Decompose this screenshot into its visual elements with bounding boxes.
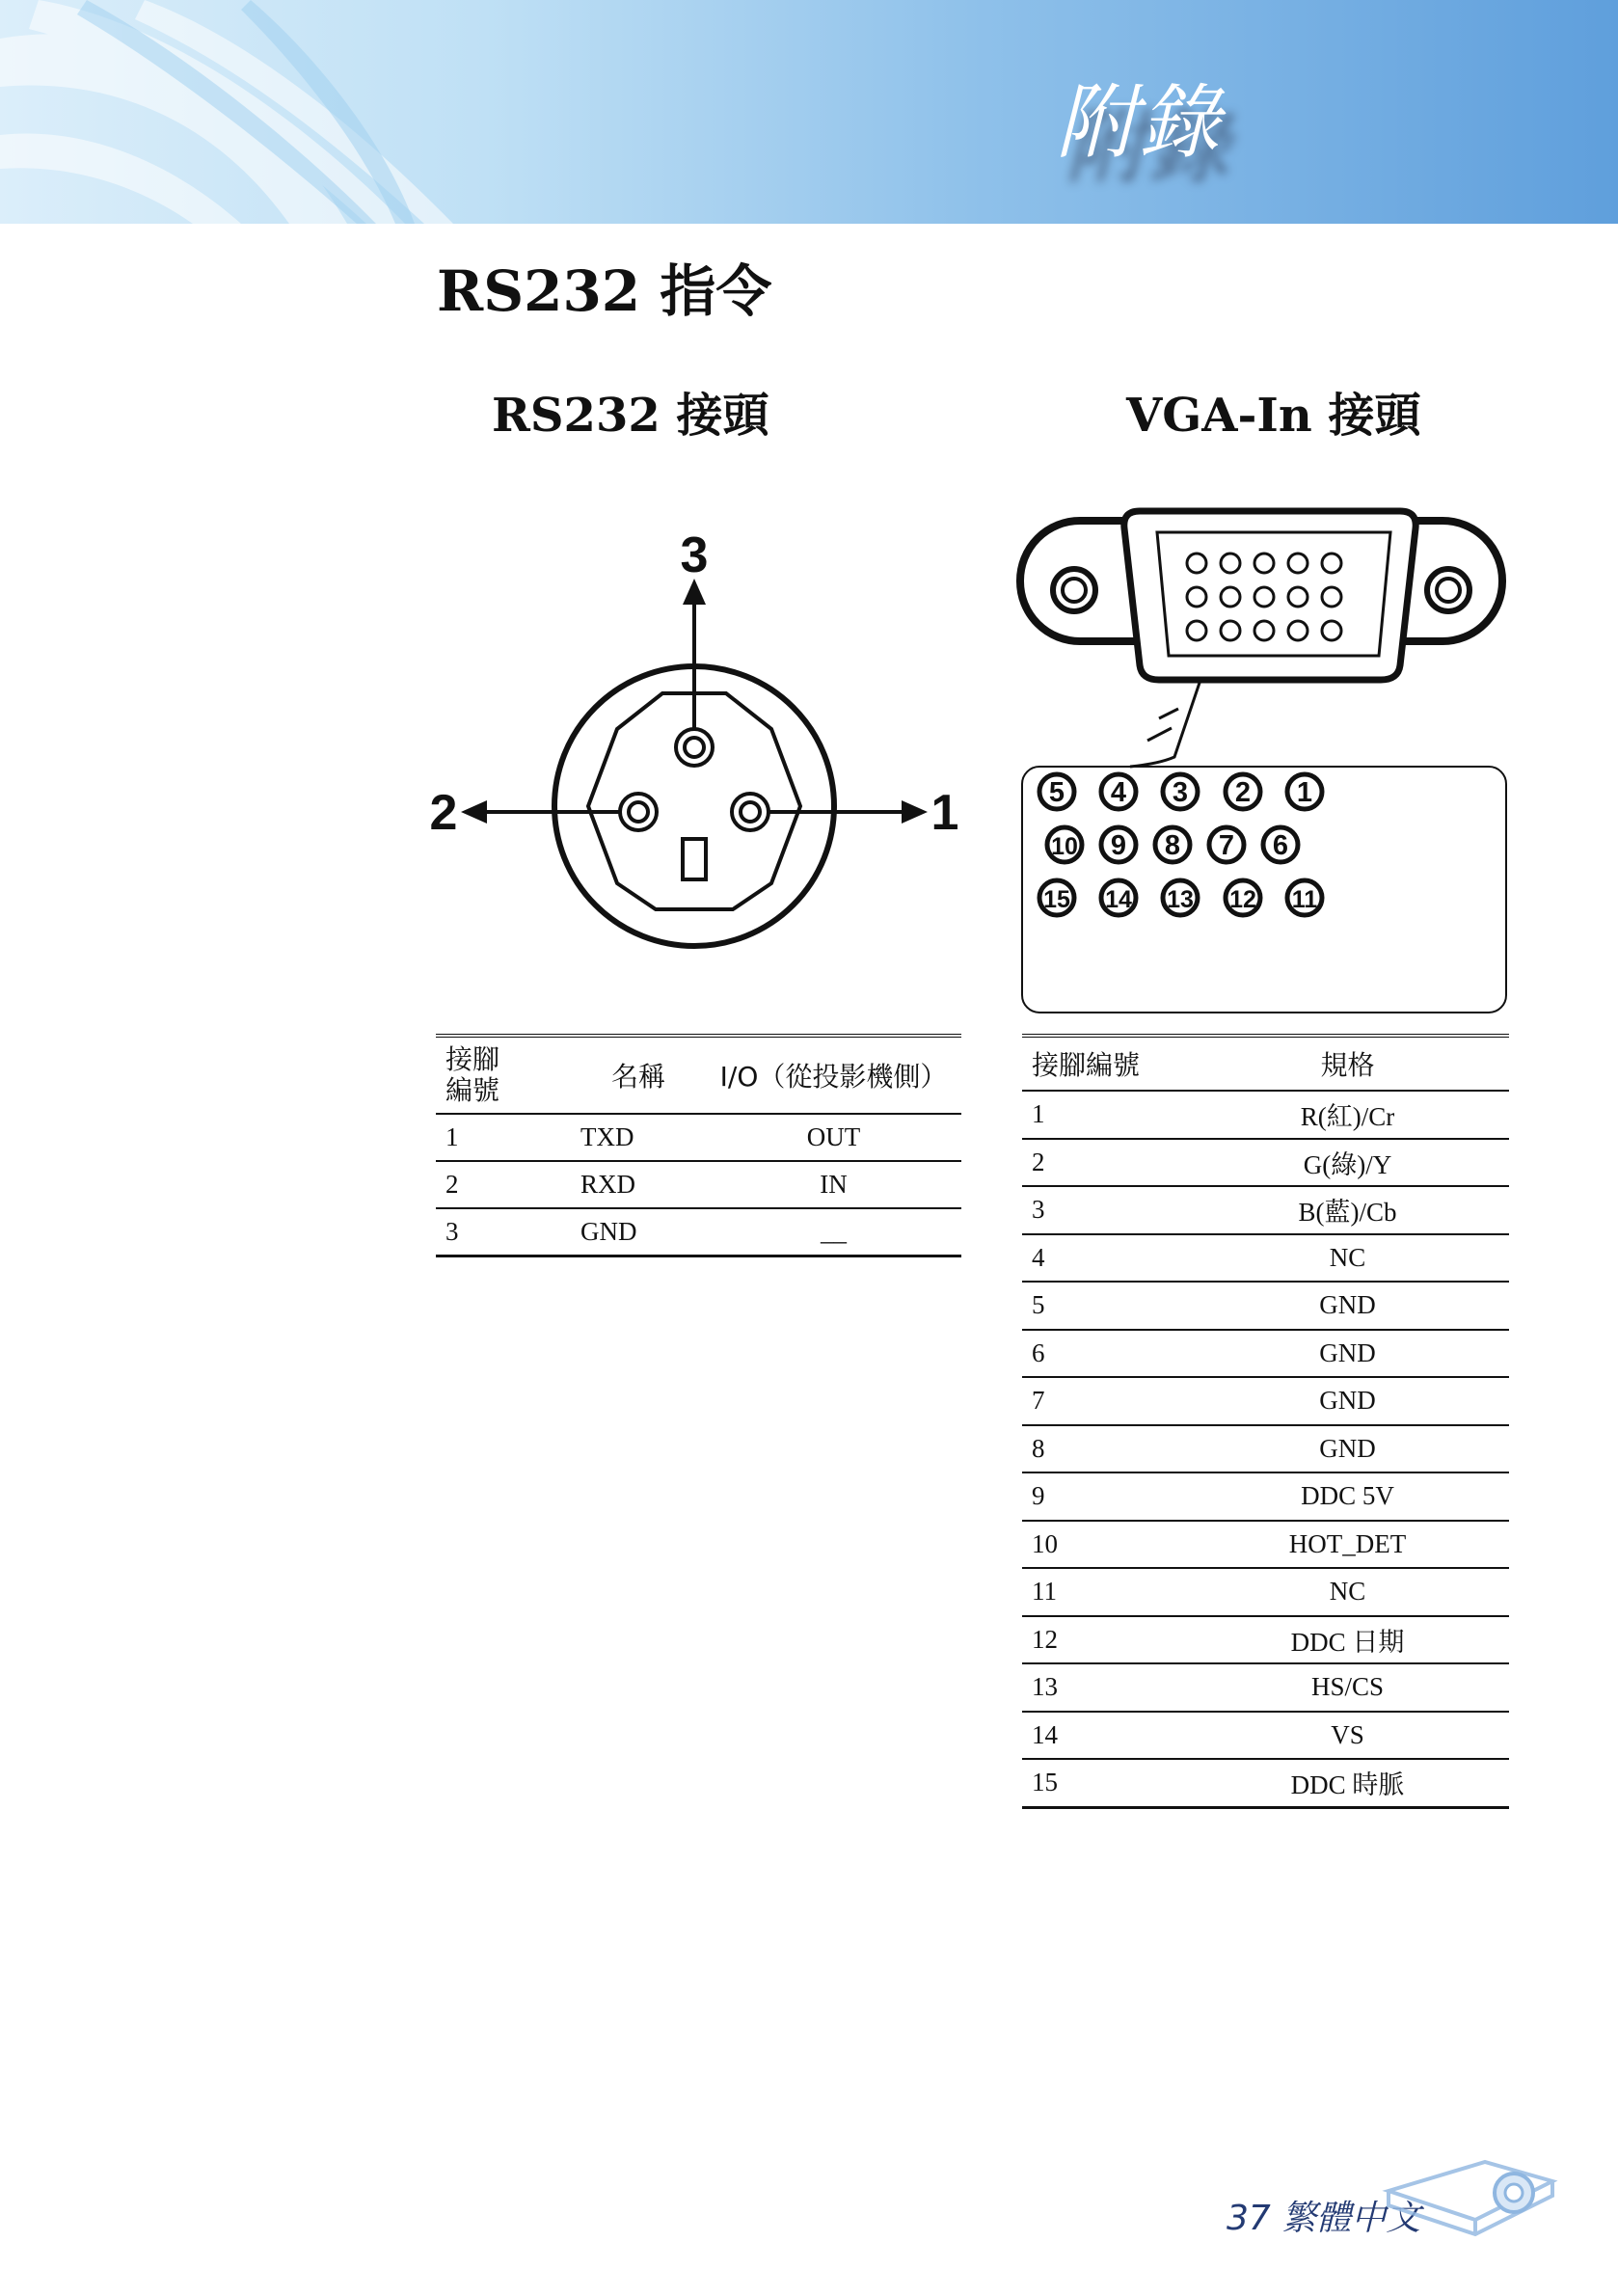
vga-pin-badge bbox=[1047, 827, 1082, 862]
vga-pin-spec: NC bbox=[1186, 1568, 1509, 1616]
vga-pin-badge bbox=[1101, 880, 1136, 915]
rs232-pin-label: 2 bbox=[429, 785, 458, 841]
table-row bbox=[1022, 1282, 1509, 1330]
vga-pin-spec: VS bbox=[1186, 1712, 1509, 1760]
projector-icon bbox=[1369, 2133, 1562, 2239]
header-title: 附錄 bbox=[1056, 75, 1223, 170]
table-row bbox=[436, 1161, 961, 1208]
rs232-pin-io: OUT bbox=[706, 1114, 961, 1161]
table-row bbox=[1022, 1521, 1509, 1569]
vga-pin-label: 12 bbox=[1229, 886, 1256, 913]
rs232-pin-io: IN bbox=[706, 1161, 961, 1208]
table-row bbox=[1022, 1377, 1509, 1425]
rs232-section-title: RS232 接頭 bbox=[492, 389, 769, 443]
rs232-pin-label: 3 bbox=[680, 527, 709, 583]
table-row bbox=[436, 1208, 961, 1256]
vga-pin-badge bbox=[1287, 774, 1322, 809]
page-number: 37 繁體中文 bbox=[1227, 2199, 1421, 2238]
vga-header-pin: 接腳編號 bbox=[1022, 1036, 1186, 1091]
vga-pin-badge bbox=[1101, 827, 1136, 862]
petal-decoration bbox=[0, 0, 540, 224]
table-row bbox=[1022, 1616, 1509, 1664]
table-row bbox=[1022, 1330, 1509, 1378]
vga-pin-badge bbox=[1209, 827, 1244, 862]
vga-pin-number: 6 bbox=[1022, 1330, 1186, 1378]
vga-pin-badge bbox=[1226, 774, 1260, 809]
vga-pin-spec: G(綠)/Y bbox=[1186, 1139, 1509, 1187]
rs232-pin-number: 1 bbox=[436, 1114, 571, 1161]
vga-pin-badge bbox=[1163, 880, 1198, 915]
vga-pin-label: 7 bbox=[1218, 830, 1235, 861]
vga-pin-badge bbox=[1155, 827, 1190, 862]
vga-pin-label: 5 bbox=[1048, 777, 1065, 808]
rs232-pin-name: TXD bbox=[571, 1114, 706, 1161]
vga-pin-spec: DDC 5V bbox=[1186, 1472, 1509, 1521]
vga-pin-spec: GND bbox=[1186, 1425, 1509, 1473]
vga-pin-spec: HOT_DET bbox=[1186, 1521, 1509, 1569]
vga-pin-label: 4 bbox=[1110, 777, 1127, 808]
vga-pin-grid bbox=[1039, 774, 1322, 915]
vga-pin-label: 1 bbox=[1296, 777, 1313, 808]
vga-pin-label: 2 bbox=[1234, 777, 1252, 808]
table-row bbox=[1022, 1425, 1509, 1473]
vga-pin-spec: HS/CS bbox=[1186, 1663, 1509, 1712]
vga-pin-table bbox=[1022, 1034, 1509, 1809]
vga-pin-number: 12 bbox=[1022, 1616, 1186, 1664]
vga-pin-badge bbox=[1263, 827, 1298, 862]
vga-pin-spec: GND bbox=[1186, 1377, 1509, 1425]
table-row bbox=[1022, 1663, 1509, 1712]
rs232-header-io: I/O（從投影機側） bbox=[706, 1036, 961, 1114]
table-row bbox=[1022, 1759, 1509, 1807]
vga-pin-spec: DDC 日期 bbox=[1186, 1616, 1509, 1664]
rs232-pin-name: RXD bbox=[571, 1161, 706, 1208]
vga-pin-label: 13 bbox=[1167, 886, 1194, 913]
vga-pin-number: 3 bbox=[1022, 1186, 1186, 1234]
vga-pin-badge bbox=[1039, 774, 1074, 809]
rs232-pin-name: GND bbox=[571, 1208, 706, 1256]
rs232-pin-number: 3 bbox=[436, 1208, 571, 1256]
vga-pin-spec: DDC 時脈 bbox=[1186, 1759, 1509, 1807]
vga-pin-spec: NC bbox=[1186, 1234, 1509, 1283]
table-header-row bbox=[1022, 1036, 1509, 1091]
vga-pin-number: 1 bbox=[1022, 1091, 1186, 1139]
rs232-header-pin bbox=[436, 1036, 571, 1114]
rs232-pin-label: 1 bbox=[930, 785, 959, 841]
vga-pin-number: 4 bbox=[1022, 1234, 1186, 1283]
vga-pin-number: 15 bbox=[1022, 1759, 1186, 1807]
table-row bbox=[1022, 1139, 1509, 1187]
vga-pin-spec: GND bbox=[1186, 1282, 1509, 1330]
vga-pin-label: 15 bbox=[1043, 886, 1070, 913]
vga-pin-label: 3 bbox=[1172, 777, 1189, 808]
vga-pin-spec: R(紅)/Cr bbox=[1186, 1091, 1509, 1139]
vga-pin-label: 11 bbox=[1291, 886, 1318, 913]
vga-pin-badge bbox=[1101, 774, 1136, 809]
rs232-pin-number: 2 bbox=[436, 1161, 571, 1208]
table-row bbox=[436, 1114, 961, 1161]
vga-pin-number: 11 bbox=[1022, 1568, 1186, 1616]
vga-pin-number: 7 bbox=[1022, 1377, 1186, 1425]
vga-pin-number: 14 bbox=[1022, 1712, 1186, 1760]
vga-pin-badge bbox=[1039, 880, 1074, 915]
header-banner bbox=[0, 0, 1618, 224]
vga-pin-spec: B(藍)/Cb bbox=[1186, 1186, 1509, 1234]
vga-pin-number: 8 bbox=[1022, 1425, 1186, 1473]
table-row bbox=[1022, 1472, 1509, 1521]
table-header-row bbox=[436, 1036, 961, 1114]
vga-pin-badge bbox=[1163, 774, 1198, 809]
rs232-connector-diagram bbox=[429, 526, 974, 969]
vga-connector-diagram bbox=[1014, 511, 1516, 1022]
table-row bbox=[1022, 1186, 1509, 1234]
vga-pin-spec: GND bbox=[1186, 1330, 1509, 1378]
vga-pin-label: 6 bbox=[1272, 830, 1289, 861]
vga-pin-label: 14 bbox=[1105, 886, 1132, 913]
table-row bbox=[1022, 1234, 1509, 1283]
vga-pin-number: 2 bbox=[1022, 1139, 1186, 1187]
rs232-pin-table bbox=[436, 1034, 961, 1257]
vga-header-spec: 規格 bbox=[1186, 1036, 1509, 1091]
vga-pin-label: 10 bbox=[1051, 833, 1078, 860]
vga-pin-number: 5 bbox=[1022, 1282, 1186, 1330]
vga-pin-label: 9 bbox=[1110, 830, 1127, 861]
rs232-header-pin-label: 接腳 編號 bbox=[445, 1043, 500, 1106]
rs232-header-name: 名稱 bbox=[571, 1036, 706, 1114]
page-title: RS232 指令 bbox=[437, 258, 772, 324]
table-row bbox=[1022, 1568, 1509, 1616]
vga-pin-number: 9 bbox=[1022, 1472, 1186, 1521]
table-row bbox=[1022, 1091, 1509, 1139]
table-row bbox=[1022, 1712, 1509, 1760]
rs232-pin-io: __ bbox=[706, 1208, 961, 1256]
vga-pin-number: 10 bbox=[1022, 1521, 1186, 1569]
vga-pin-label: 8 bbox=[1164, 830, 1181, 861]
vga-pin-number: 13 bbox=[1022, 1663, 1186, 1712]
vga-pin-badge bbox=[1287, 880, 1322, 915]
vga-pin-badge bbox=[1226, 880, 1260, 915]
vga-section-title: VGA-In 接頭 bbox=[1126, 389, 1421, 443]
